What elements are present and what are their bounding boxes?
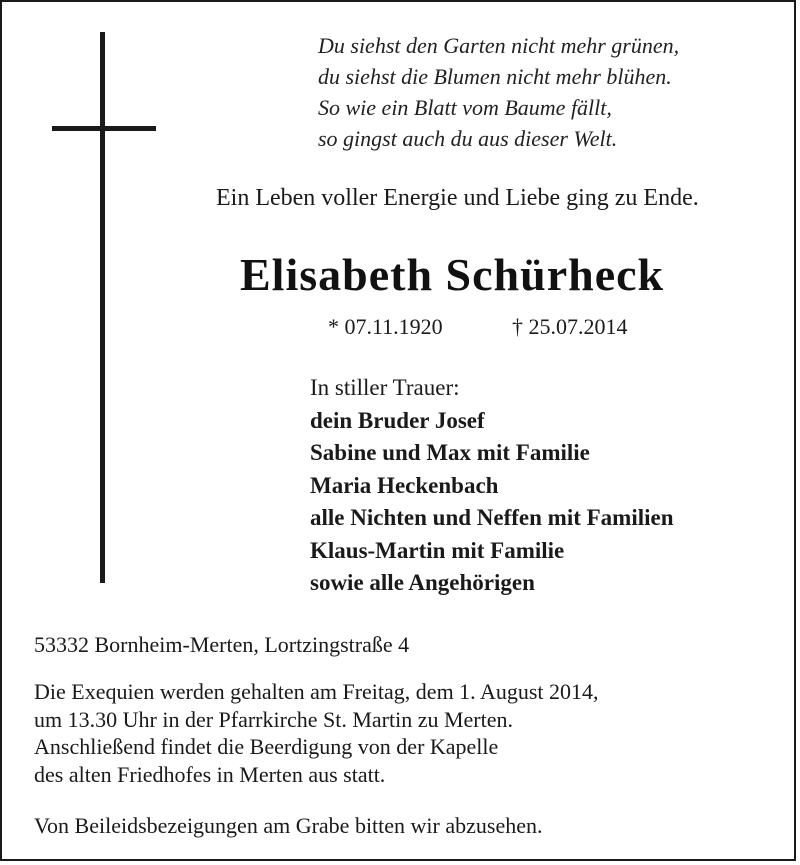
mourners-intro: In stiller Trauer: [310, 375, 460, 400]
mourner: dein Bruder Josef [310, 407, 485, 433]
mourner: Klaus-Martin mit Familie [310, 537, 565, 563]
poem-line: So wie ein Blatt vom Baume fällt, [318, 95, 612, 120]
condolence-note: Von Beileidsbezeigungen am Grabe bitten wir abzusehen. [34, 813, 543, 838]
lead-sentence: Ein Leben voller Energie und Liebe ging zu Ende. [216, 185, 699, 211]
funeral-details-line: Anschließend findet die Beerdigung von der Kapelle [34, 734, 499, 759]
mourner: Maria Heckenbach [310, 472, 499, 498]
poem-line: Du siehst den Garten nicht mehr grünen, [318, 33, 680, 58]
poem-line: so gingst auch du aus dieser Welt. [318, 126, 618, 151]
cross-vertical-bar [100, 32, 105, 583]
deceased-name: Elisabeth Schürheck [240, 249, 665, 300]
address: 53332 Bornheim-Merten, Lortzingstraße 4 [34, 632, 410, 657]
funeral-details [34, 678, 599, 788]
poem [318, 30, 679, 154]
funeral-details-line: des alten Friedhofes in Merten aus statt. [34, 761, 386, 787]
mourners-list [310, 372, 674, 600]
funeral-details-line: Die Exequien werden gehalten am Freitag, dem 1. August 2014, [34, 679, 599, 704]
funeral-details-line: um 13.30 Uhr in der Pfarrkirche St. Martin zu Merten. [34, 706, 513, 732]
birth-date: * 07.11.1920 [328, 314, 443, 339]
mourner: alle Nichten und Neffen mit Familien [310, 505, 674, 530]
cross-horizontal-bar [52, 126, 156, 131]
mourner: sowie alle Angehörigen [310, 570, 535, 595]
poem-line: du siehst die Blumen nicht mehr blühen. [318, 64, 672, 89]
mourner: Sabine und Max mit Familie [310, 440, 590, 465]
death-date: † 25.07.2014 [512, 314, 628, 339]
